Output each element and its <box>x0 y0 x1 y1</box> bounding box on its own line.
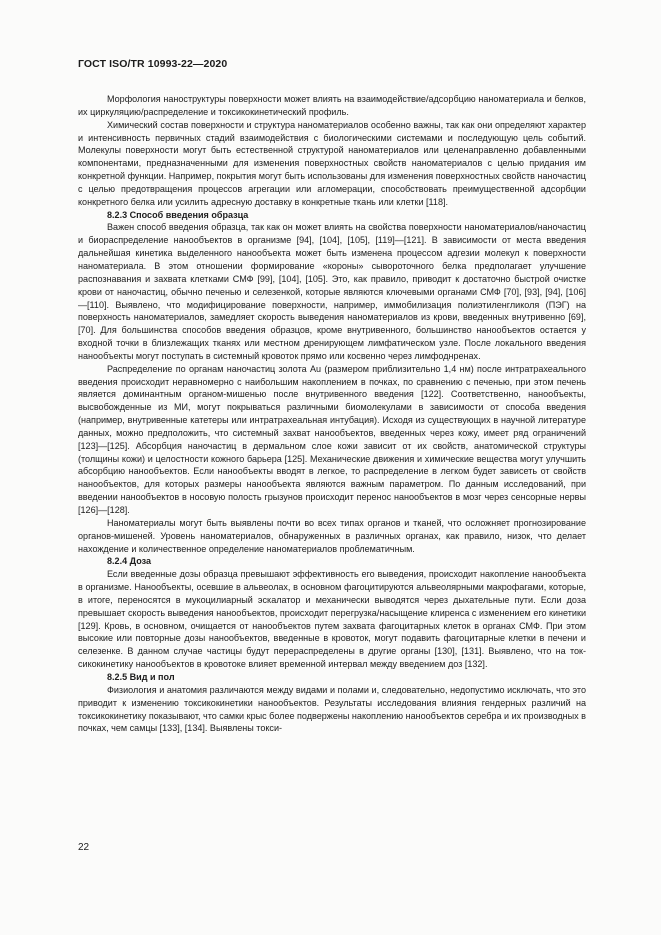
paragraph: Если введенные дозы образца превышают эффективность его выведения, происходит накопление нанообъекта в организме. Нанообъекты, осевшие в альвеолах, в основном фагоцитируются альвеолярными макрофагами, которые, в итоге, переносятся в мукоцилиарный эскалатор и механически выводятся через дыхательные пути. Если доза превышает скорость выведения нанообъектов, происходит перегрузка/насыщение клиренса с изменением его кинетики [129]. Кровь, в основном, очищается от нанообъектов путем захвата фагоцитарных клеток в органах СМФ. При этом высокие или повторные дозы нанообъектов, введенные в кровоток, могут подавить фагоцитарные клетки в печени и селезенке. В данном случае частицы будут перераспределены в другие органы [130], [131]. Выявлено, что на токсикокинетику нанообъектов в кровотоке влияет временной интервал между введением доз [132]. <box>78 569 586 670</box>
page-number: 22 <box>78 842 90 853</box>
paragraph: Физиология и анатомия различаются между видами и полами и, следовательно, недопустимо исключать, что это приводит к изменению токсикокинетики нанообъектов. Результаты исследования влияния гендерных различий на токсикокинетику показывают, что самки крыс более подвержены накоплению нанообъектов серебра и их производных в почках, чем самцы [133], [134]. Выявлены токси- <box>78 684 586 734</box>
paragraph: Наноматериалы могут быть выявлены почти во всех типах органов и тканей, что осложняет прогнозирование органов-мишеней. Уровень наноматериалов, обнаруженных в различных органах, как правило, низок, что делает нахождение и количественное определение наноматериалов проблематичным. <box>78 517 586 554</box>
paragraph: Распределение по органам наночастиц золота Au (размером приблизительно 1,4 нм) после интратрахеального введения происходит неравномерно с наибольшим накоплением в почках, по сравнению с печенью, при этом печень является доминантным органом-мишенью после внутривенного введения [122]. Соответственно, нанообъекты, высвобожденные из МИ, могут покрываться различными биомолекулами в зависимости от способа введения (например, внутривенные катетеры или интратрахеальная интубация). Исходя из существующих в научной литературе данных, можно предположить, что системный захват нанообъектов, введенных через кожу, имеет ряд ограничений [123]—[125]. Абсорбция наночастиц в дермальном слое кожи зависит от их свойств, анатомической структуры (толщины кожи) и целостности кожного барьера [125]. Механические движения и химические вещества могут улучшить абсорбцию нанообъектов. Если нанообъекты вводят в легкое, то распределение в легком будет зависеть от свойств нанообъектов, для которых размеры нанообъекта являются важным параметром. По данным исследований, при введении нанообъектов в носовую полость грызунов происходит перенос нанообъектов в мозг через сенсорные нервы [126]—[128]. <box>78 363 586 515</box>
paragraph: Важен способ введения образца, так как он может влиять на свойства поверхности наноматериалов/наночастиц и биораспределение нанообъектов в организме [94], [104], [105], [119]—[121]. В зависимости от места введения дальнейшая кинетика выделенного нанообъекта может быть изменена процессом адгезии молекул к поверхности наноматериала. В этом отношении формирование «короны» сывороточного белка предполагает улучшение распознавания и захвата клетками СМФ [99], [104], [105]. Это, как правило, приводит к достаточно быстрой очистке крови от наночастиц, обычно печенью и селезенкой, которые являются ключевыми органами СМФ [70], [93], [94], [106]—[110]. Выявлено, что модифицирование поверхности, например, иммобилизация полиэтиленгликоля (ПЭГ) на поверхность наноматериалов, замедляет скорость выведения наноматериалов из крови, введенных внутривенно [69], [70]. Для большинства способов введения образцов, кроме внутривенного, большинство нанообъектов остается у входной точки в близлежащих тканях или местном дренирующем лимфатическом узле. После локального введения нанообъекты могут поступать в системный кровоток прямо или косвенно через лимфоднренах. <box>78 222 586 361</box>
paragraph: Химический состав поверхности и структура наноматериалов особенно важны, так как они определяют характер и интенсивность первичных стадий взаимодействия с биологическими системами и последующую цель событий. Молекулы поверхности могут быть естественной структурой наноматериалов или целенаправленно добавленными компонентами, предназначенными для изменения поверхностных свойств наноматериалов с целью придания им конкретной функции. Например, покрытия могут быть использованы для изменения поверхностных свойств наночастиц с целью предотвращения процессов агрегации или агломерации, способствовать преимущественной адсорбции конкретного белка или усилить адресную доставку в конкретные ткань или клетки [118]. <box>78 119 586 207</box>
paragraph: Морфология наноструктуры поверхности может влиять на взаимодействие/адсорбцию наноматериала и белков, их циркуляцию/распределение и токсикокинетический профиль. <box>78 94 586 117</box>
section-heading-8-2-3: 8.2.3 Способ введения образца <box>107 209 249 220</box>
section-heading-8-2-4: 8.2.4 Доза <box>107 556 152 567</box>
section-heading-8-2-5: 8.2.5 Вид и пол <box>107 671 175 682</box>
body-text <box>78 93 586 735</box>
standard-designation: ГОСТ ISO/TR 10993-22—2020 <box>78 58 228 70</box>
